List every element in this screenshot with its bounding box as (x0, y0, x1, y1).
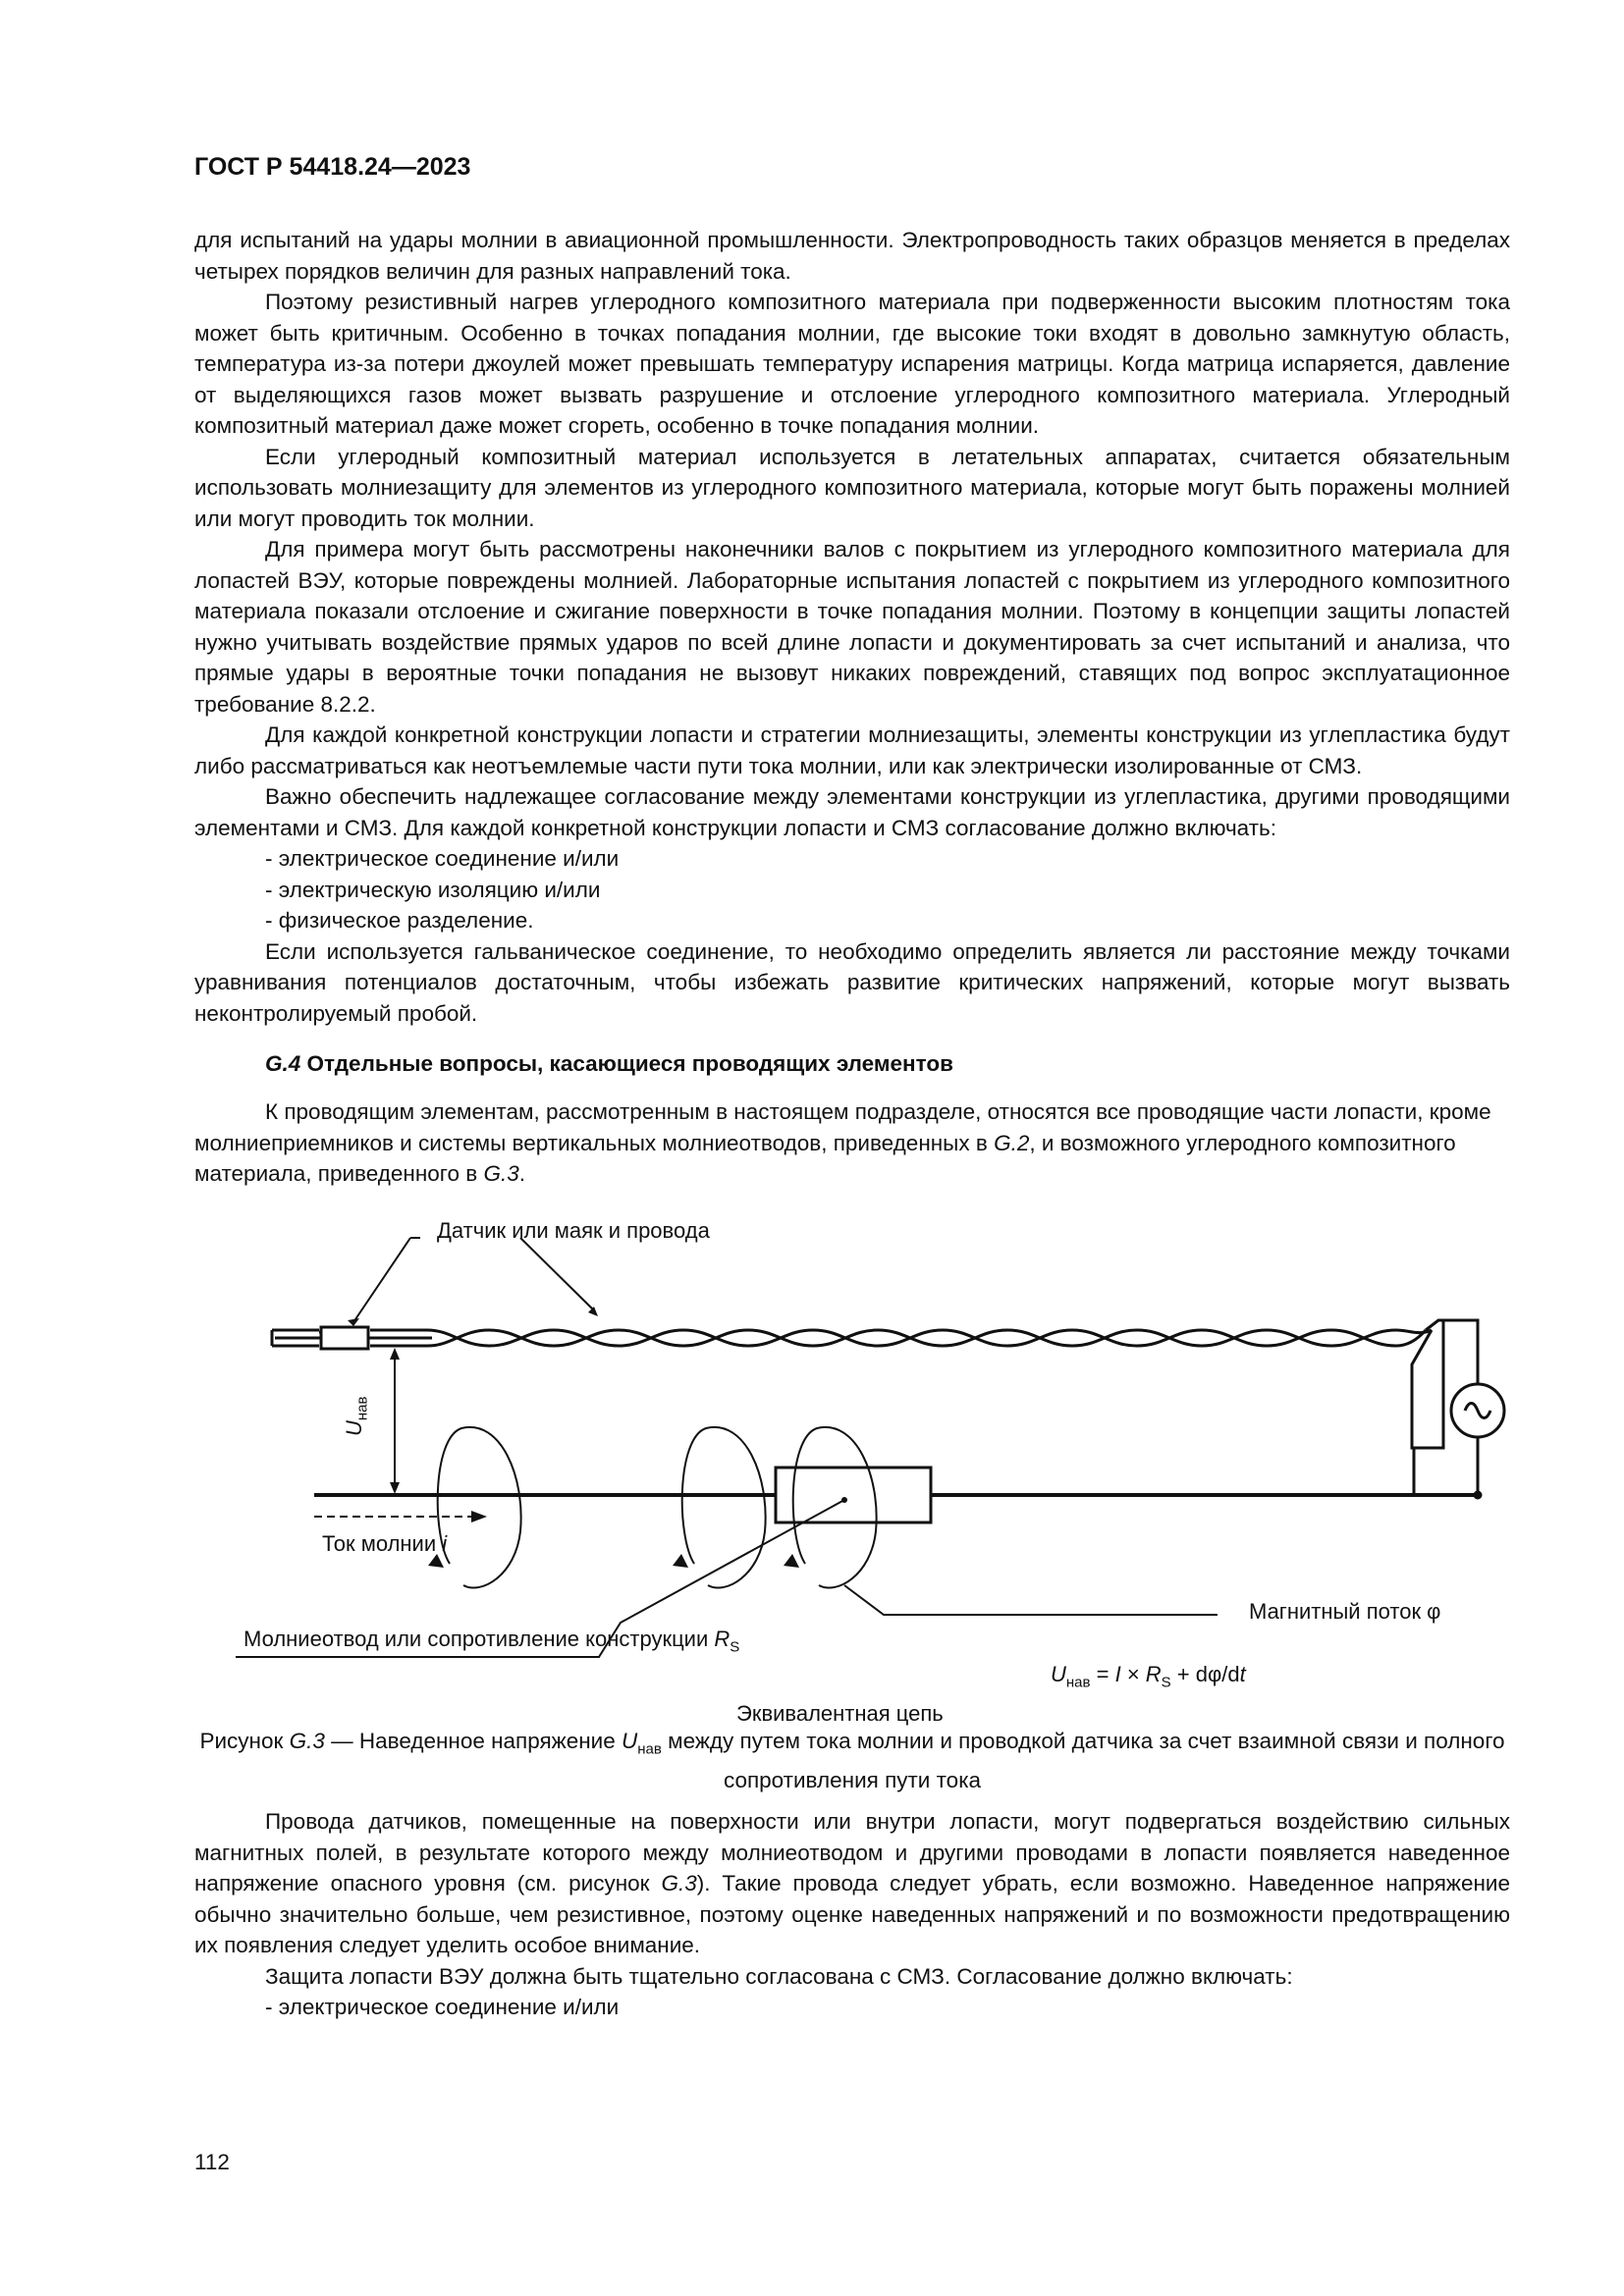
formula-rest: + dφ/d (1170, 1662, 1240, 1686)
label-sensor: Датчик или маяк и провода (437, 1218, 710, 1243)
text-block-bottom (194, 1806, 1510, 2023)
caption-u: U (622, 1729, 638, 1753)
paragraph (194, 1096, 1510, 1190)
text-run: ). Такие провода следует убрать, если возможно. Наведенное напряжение обычно значительно больше, чем резистивное, поэтому оценке наведенных напряжений и по возможности предотвращению их появления следует уделить особое внимание. (194, 1871, 1510, 1957)
flux-loop-1 (438, 1427, 521, 1588)
paragraph: Важно обеспечить надлежащее согласование между элементами конструкции из углепластика, другими проводящими элементами и СМЗ. Для каждой конкретной конструкции лопасти и СМЗ согласование должно включать: (194, 784, 1510, 840)
paragraph: Для каждой конкретной конструкции лопасти и стратегии молниезащиты, элементы конструкции из углепластика будут либо рассматриваться как неотъемлемые части пути тока молнии, или как электрически изолированные от СМЗ. (194, 722, 1510, 778)
list-item: - физическое разделение. (265, 908, 534, 933)
r-symbol: R (714, 1627, 731, 1651)
figure-g3 (236, 1183, 1512, 1726)
text-block-top (194, 225, 1510, 1029)
list-item: - электрическое соединение и/или (265, 846, 620, 871)
paragraph: Поэтому резистивный нагрев углеродного композитного материала при подверженности высоким плотностям тока может быть критичным. Особенно в точках попадания молнии, где высокие токи входят в довольно замкнутую область, температура из-за потери джоулей может превышать температуру испарения матрицы. Когда матрица испаряется, давление от выделяющихся газов может вызвать разрушение и отслоение углеродного композитного материала. Углеродный композитный материал даже может сгореть, особенно в точке попадания молнии. (194, 290, 1510, 438)
document-header: ГОСТ Р 54418.24—2023 (194, 153, 471, 181)
text-run: Провода датчиков, помещенные на поверхности или внутри лопасти, могут подвергаться воздействию сильных магнитных полей, в результате которого между молниеотводом и другими проводами в лопасти появляется наведенное напряжение опасного уровня (см. рисунок (194, 1809, 1510, 1896)
reference-link: G.3 (483, 1161, 519, 1186)
label-equivalent: Эквивалентная цепь (736, 1701, 944, 1726)
formula-times: × (1120, 1662, 1146, 1686)
page-number: 112 (194, 2150, 230, 2174)
paragraph: для испытаний на удары молнии в авиационной промышленности. Электропроводность таких образцов меняется в пределах четырех порядков величин для разных направлений тока. (194, 228, 1510, 284)
u-subscript: нав (353, 1396, 371, 1421)
reference-link: G.2 (994, 1130, 1030, 1155)
formula-i: I (1114, 1662, 1121, 1686)
flux-loop-2 (682, 1427, 766, 1588)
text-run: К проводящим элементам, рассмотренным в настоящем подразделе, относятся все проводящие части лопасти, кроме молниеприемников и системы вертикальных молниеотводов, приведенных в (194, 1099, 1491, 1155)
list-item: - электрическую изоляцию и/или (265, 877, 601, 902)
label-conductor (244, 1627, 739, 1655)
reference-link: G.3 (661, 1871, 697, 1896)
caption-text: между путем тока молнии и проводкой датчика за счет взаимной связи и полного сопротивления пути тока (661, 1729, 1505, 1792)
paragraph: Защита лопасти ВЭУ должна быть тщательно согласована с СМЗ. Согласование должно включать: (265, 1963, 1293, 1989)
caption-u-sub: нав (637, 1740, 662, 1758)
section-number: G.4 (265, 1051, 301, 1076)
formula-u-sub: нав (1065, 1674, 1091, 1691)
formula-u: U (1051, 1662, 1066, 1686)
formula-r-sub: S (1161, 1674, 1171, 1691)
label-flux: Магнитный поток φ (1249, 1599, 1441, 1624)
u-symbol: U (342, 1420, 366, 1436)
label-current (322, 1531, 447, 1557)
r-subscript: S (730, 1638, 740, 1656)
caption-text: — Наведенное напряжение (324, 1729, 623, 1753)
text-run: . (518, 1161, 526, 1186)
caption-prefix: Рисунок (199, 1729, 290, 1753)
paragraph: Если используется гальваническое соединение, то необходимо определить является ли расстояние между точками уравнивания потенциалов достаточным, чтобы избежать развитие критических напряжений, которые могут вызвать неконтролируемый пробой. (194, 938, 1510, 1026)
text-run: , и возможного углеродного композитного материала, приведенного в (194, 1130, 1456, 1186)
section-title: Отдельные вопросы, касающиеся проводящих элементов (306, 1051, 953, 1076)
paragraph (194, 1806, 1510, 1961)
label-current-text: Ток молнии (322, 1531, 443, 1556)
formula-eq: = (1090, 1662, 1115, 1686)
paragraph: Если углеродный композитный материал используется в летательных аппаратах, считается обязательным использовать молниезащиту для элементов из углеродного композитного материала, которые могут быть поражены молнией или могут проводить ток молнии. (194, 444, 1510, 531)
section-heading (265, 1051, 953, 1077)
figure-caption (194, 1726, 1510, 1796)
flux-loop-3 (793, 1427, 877, 1588)
list-item: - электрическое соединение и/или (265, 1995, 620, 2019)
caption-ref: G.3 (289, 1729, 325, 1753)
conductor-resistor (776, 1468, 931, 1522)
paragraph: Для примера могут быть рассмотрены наконечники валов с покрытием из углеродного композитного материала для лопастей ВЭУ, которые повреждены молнией. Лабораторные испытания лопастей с покрытием из углеродного композитного материала показали отслоение и сжигание поверхности в точке попадания молнии. Поэтому в концепции защиты лопастей нужно учитывать воздействие прямых ударов по всей длине лопасти и документировать за счет испытаний и анализа, что прямые удары в вероятные точки попадания не вызовут никаких повреждений, ставящих под вопрос эксплуатационное требование 8.2.2. (194, 537, 1510, 717)
formula (1051, 1662, 1246, 1690)
sensor-resistor (321, 1327, 368, 1349)
text-block-section (194, 1096, 1510, 1190)
label-conductor-text: Молниеотвод или сопротивление конструкции (244, 1627, 715, 1651)
formula-t: t (1239, 1662, 1246, 1686)
formula-r: R (1145, 1662, 1162, 1686)
label-u-nav (342, 1397, 370, 1437)
label-current-var: i (442, 1531, 448, 1556)
